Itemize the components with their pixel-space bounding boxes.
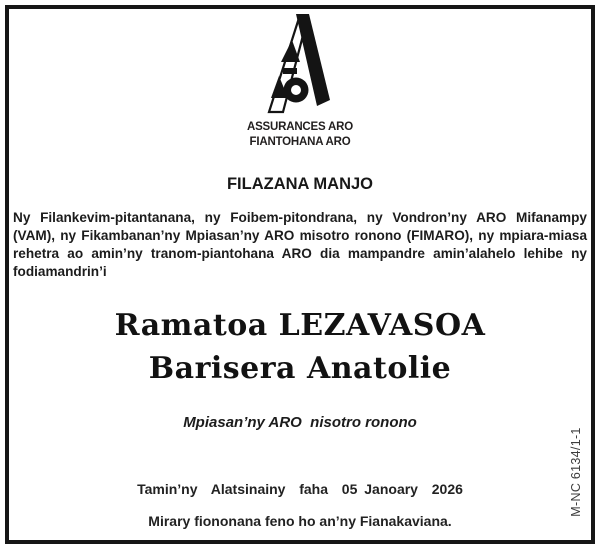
company-name-block bbox=[0, 120, 600, 150]
aro-logo-icon bbox=[266, 14, 336, 116]
condolence-line: Mirary fiononana feno ho an’ny Fianakaviana. bbox=[148, 513, 452, 529]
deceased-role-line: Mpiasan’ny ARO nisotro ronono bbox=[183, 414, 417, 431]
announcement-paragraph: Ny Filankevim-pitantanana, ny Foibem-pitondrana, ny Vondron’ny ARO Mifanampy (VAM), ny Fikambanan’ny Mpiasan’ny ARO misotro ronono (FIMARO), ny mpiara-miasa rehetra ao amin’ny tranom-piantohana ARO dia mampandre amin’alahelo lehibe ny fodiamandrin’i bbox=[13, 210, 587, 279]
reference-number: M-NC 6134/1-1 bbox=[569, 427, 583, 517]
company-name-line1: ASSURANCES ARO bbox=[246, 121, 354, 133]
deceased-name-line1: Ramatoa LEZAVASOA bbox=[114, 308, 486, 343]
deceased-name-line2: Barisera Anatolie bbox=[148, 351, 452, 386]
notice-title: FILAZANA MANJO bbox=[226, 175, 374, 193]
funeral-date-line: Tamin’ny Alatsinainy faha 05 Janoary 2026 bbox=[137, 481, 463, 497]
company-name-line2: FIANTOHANA ARO bbox=[249, 136, 351, 148]
